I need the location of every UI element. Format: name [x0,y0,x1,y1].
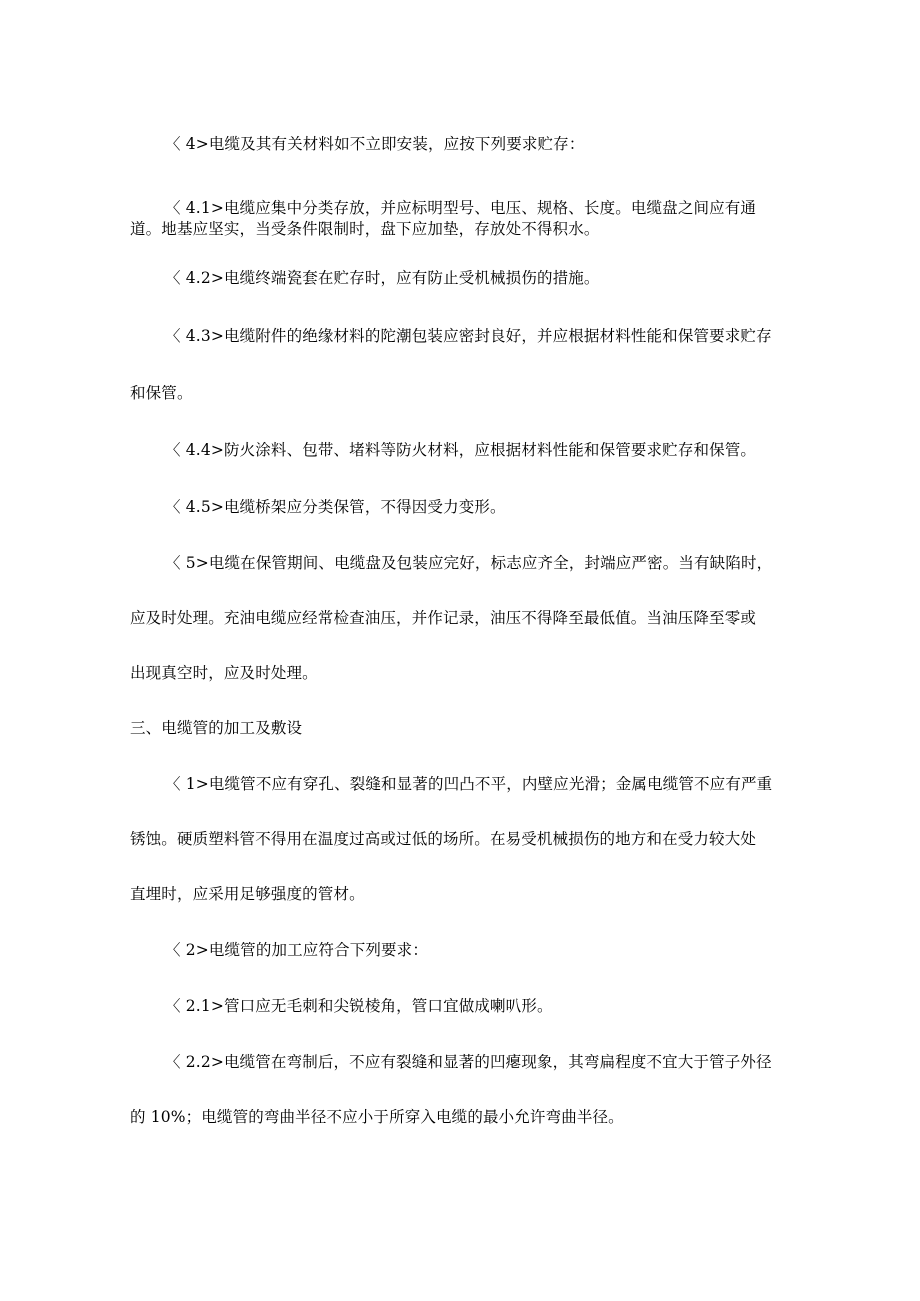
paragraph-s3-1-line-3: 直埋时，应采用足够强度的管材。 [130,885,365,903]
paragraph-s3-2-2-line-2: 的 10%；电缆管的弯曲半径不应小于所穿入电缆的最小允许弯曲半径。 [130,1108,624,1126]
paragraph-s3-1-line-2: 锈蚀。硬质塑料管不得用在温度过高或过低的场所。在易受机械损伤的地方和在受力较大处 [130,830,757,848]
paragraph-4-1-line-1: 〈 4.1>电缆应集中分类存放，并应标明型号、电压、规格、长度。电缆盘之间应有通 [165,199,757,217]
paragraph-4-5-line-1: 〈 4.5>电缆桥架应分类保管，不得因受力变形。 [165,498,506,516]
paragraph-4-3-line-1: 〈 4.3>电缆附件的绝缘材料的陀潮包装应密封良好，并应根据材料性能和保管要求贮存 [165,327,772,345]
paragraph-s3-2-line-1: 〈 2>电缆管的加工应符合下列要求： [165,941,428,959]
paragraph-4-1-line-2: 道。地基应坚实，当受条件限制时，盘下应加垫，存放处不得积水。 [130,220,600,238]
paragraph-4-line-1: 〈 4>电缆及其有关材料如不立即安装，应按下列要求贮存： [165,135,585,153]
paragraph-4-2-line-1: 〈 4.2>电缆终端瓷套在贮存时，应有防止受机械损伤的措施。 [165,269,600,287]
paragraph-4-3-line-2: 和保管。 [130,384,193,402]
paragraph-5-line-1: 〈 5>电缆在保管期间、电缆盘及包装应完好，标志应齐全，封端应严密。当有缺陷时， [165,554,773,572]
section-heading-3: 三、电缆管的加工及敷设 [130,719,303,737]
paragraph-s3-2-2-line-1: 〈 2.2>电缆管在弯制后，不应有裂缝和显著的凹瘪现象，其弯扁程度不宜大于管子外径 [165,1053,772,1071]
paragraph-s3-2-1-line-1: 〈 2.1>管口应无毛刺和尖锐棱角，管口宜做成喇叭形。 [165,997,553,1015]
paragraph-s3-1-line-1: 〈 1>电缆管不应有穿孔、裂缝和显著的凹凸不平，内壁应光滑；金属电缆管不应有严重 [165,775,773,793]
paragraph-5-line-3: 出现真空时，应及时处理。 [130,664,318,682]
paragraph-5-line-2: 应及时处理。充油电缆应经常检查油压，并作记录，油压不得降至最低值。当油压降至零或 [130,609,757,627]
paragraph-4-4-line-1: 〈 4.4>防火涂料、包带、堵料等防火材料，应根据材料性能和保管要求贮存和保管。 [165,441,757,459]
